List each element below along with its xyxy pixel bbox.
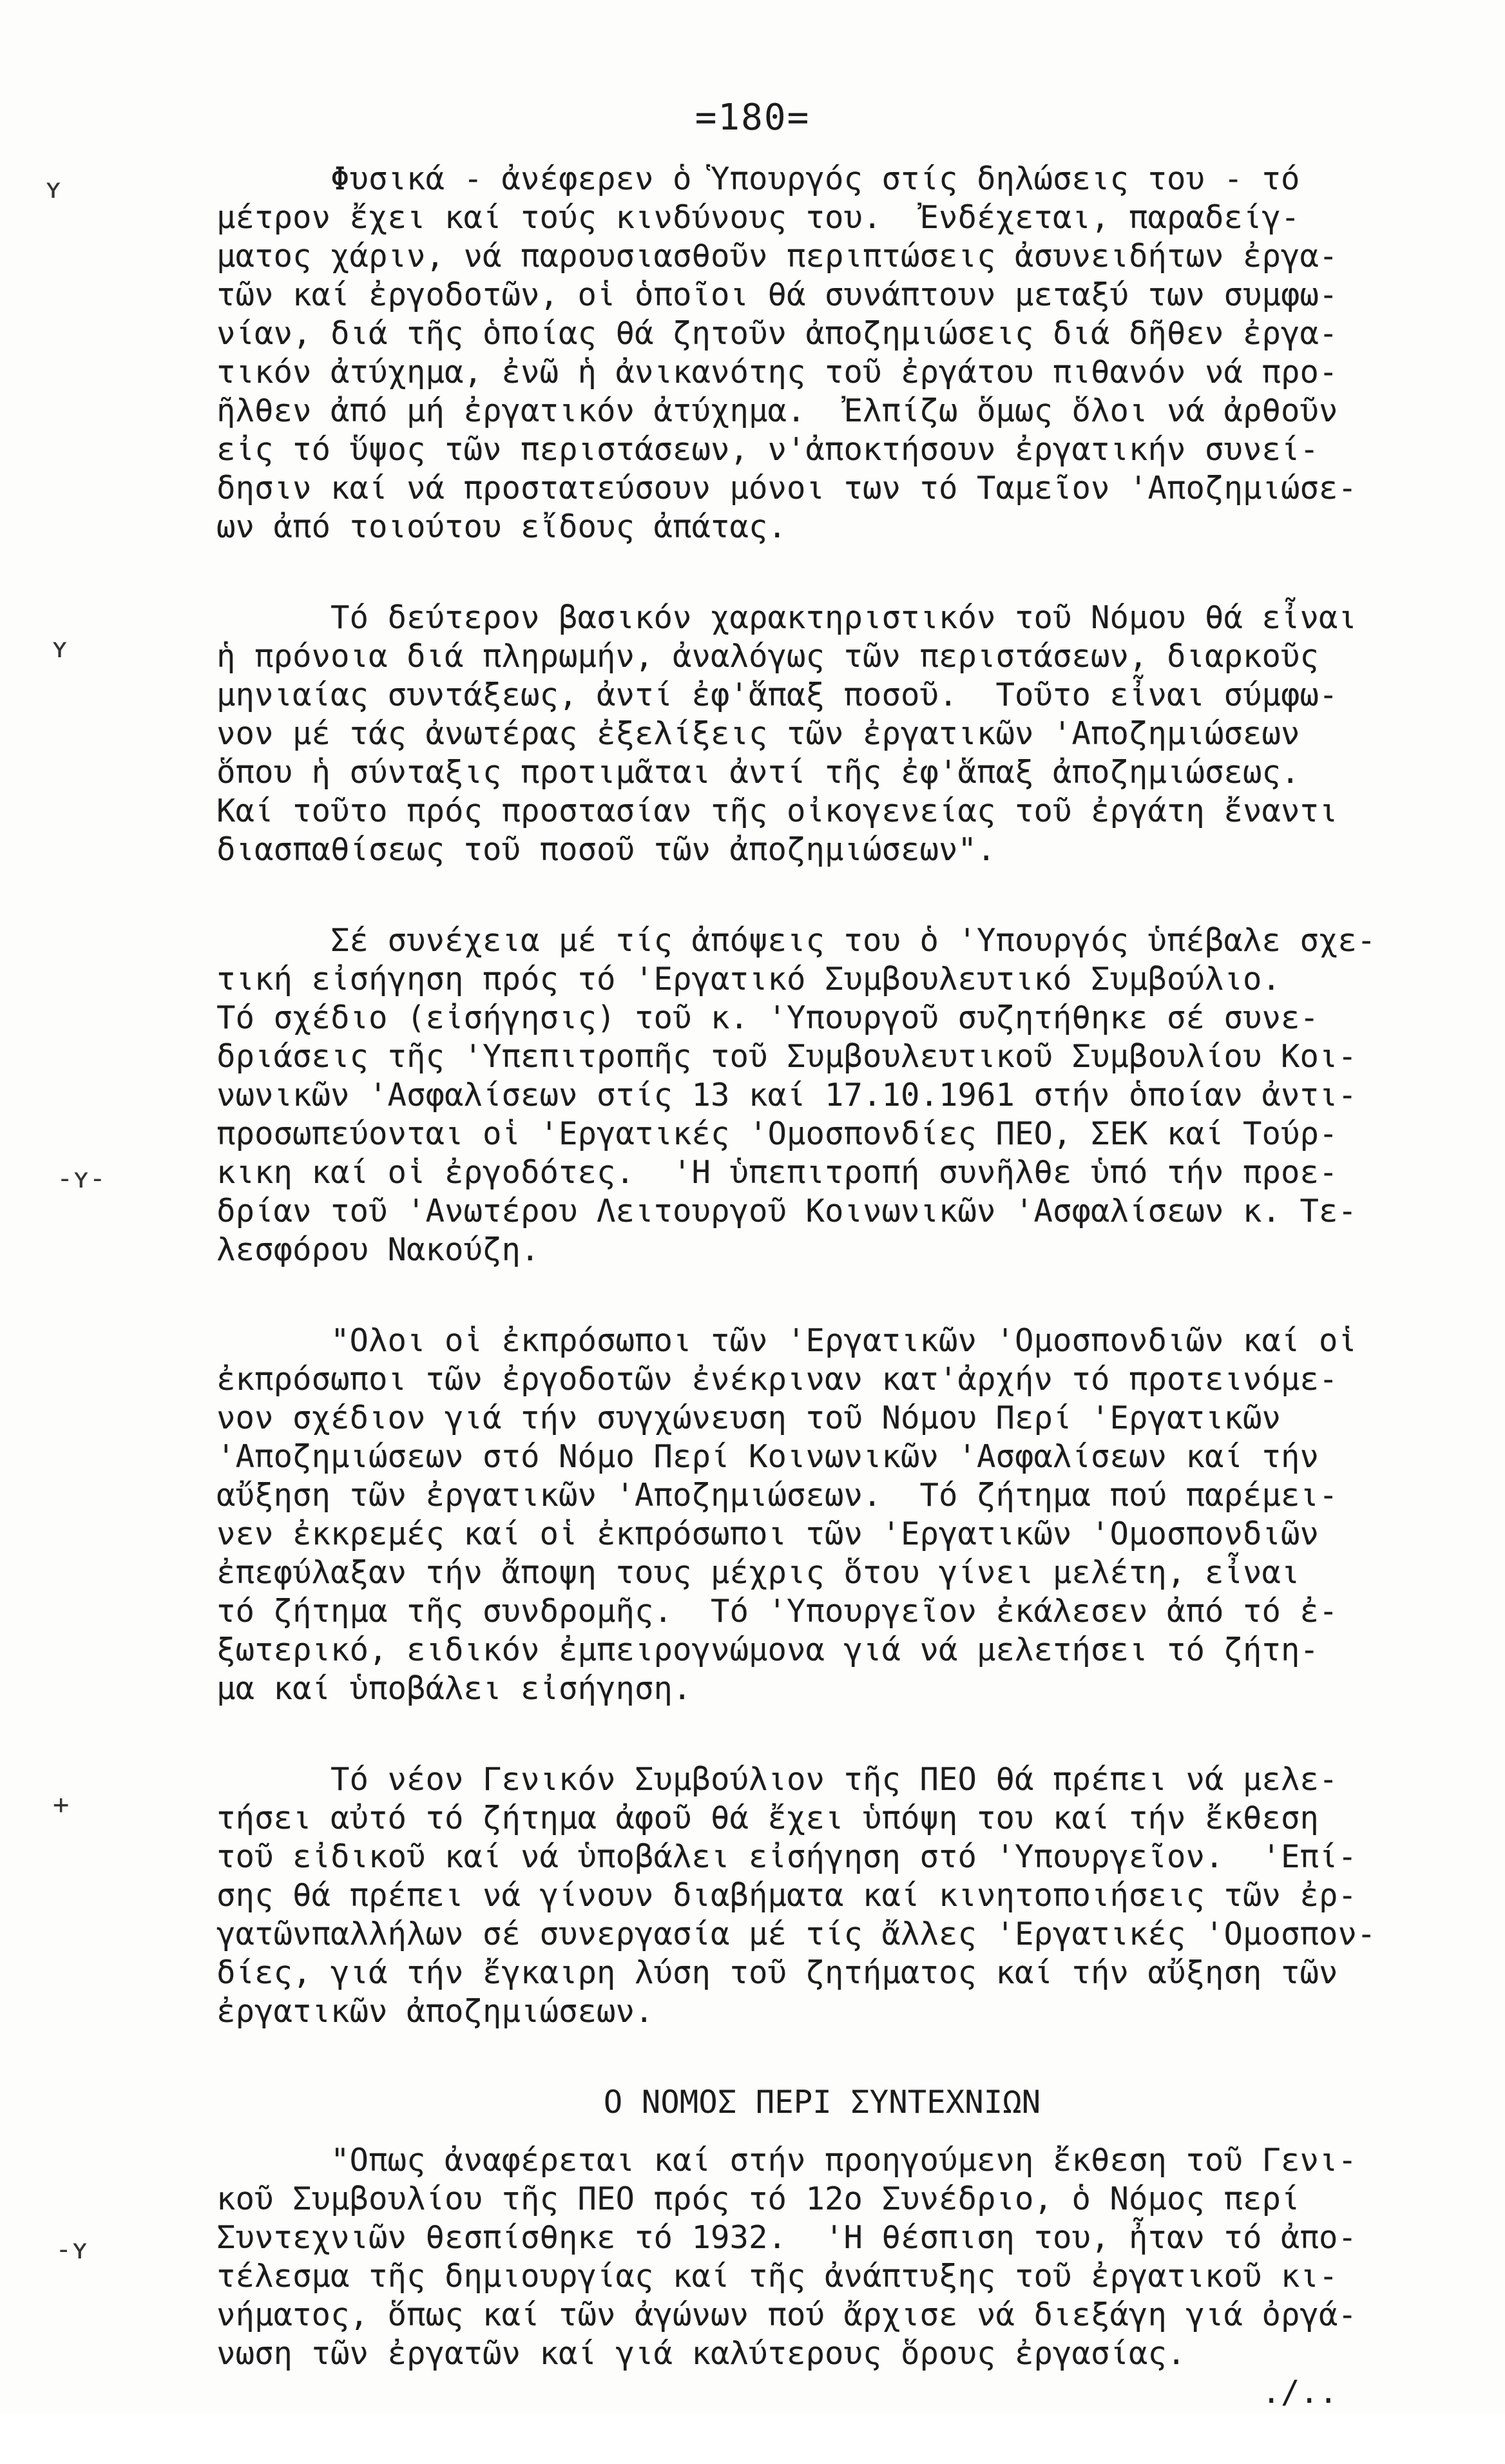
text-line: τό ζήτημα τῆς συνδρομῆς. Τό 'Υπουργεῖον ἐκάλεσεν ἀπό τό ἐ- (216, 1593, 1338, 1630)
text-line: δίες, γιά τήν ἔγκαιρη λύση τοῦ ζητήματος καί τήν αὔξηση τῶν (216, 1954, 1338, 1991)
text-line: μα καί ὑποβάλει εἰσήγηση. (216, 1670, 692, 1707)
text-line: μέτρον ἔχει καί τούς κινδύνους του. Ἐνδέχεται, παραδείγ- (216, 199, 1300, 236)
margin-mark: -ʏ (55, 2233, 88, 2265)
text-line: προσωπεύονται οἱ 'Εργατικές 'Ομοσπονδίες ΠΕΟ, ΣΕΚ καί Τούρ- (216, 1115, 1338, 1152)
margin-mark: ʏ (52, 632, 68, 664)
text-line: τική εἰσήγηση πρός τό 'Εργατικό Συμβουλευτικό Συμβούλιο. (216, 961, 1281, 997)
text-line: τέλεσμα τῆς δημιουργίας καί τῆς ἀνάπτυξης τοῦ ἐργατικοῦ κι- (216, 2258, 1338, 2295)
text-line: νον σχέδιον γιά τήν συγχώνευση τοῦ Νόμου Περί 'Εργατικῶν (216, 1400, 1281, 1436)
text-line: "Οπως ἀναφέρεται καί στήν προηγούμενη ἔκθεση τοῦ Γενι- (216, 2142, 1357, 2179)
text-line: νήματος, ὅπως καί τῶν ἀγώνων πού ἄρχισε νά διεξάγη γιά ὀργά- (216, 2296, 1357, 2333)
text-line: ματος χάριν, νά παρουσιασθοῦν περιπτώσεις ἀσυνειδήτων ἐργα- (216, 238, 1338, 274)
paragraph-6 (216, 2141, 1428, 2412)
text-line: λεσφόρου Νακούζη. (216, 1231, 540, 1268)
text-line: δησιν καί νά προστατεύσουν μόνοι των τό Ταμεῖον 'Αποζημιώσε- (216, 470, 1357, 506)
text-line: σης θά πρέπει νά γίνουν διαβήματα καί κινητοποιήσεις τῶν ἐρ- (216, 1877, 1357, 1914)
page-number: =180= (695, 97, 810, 139)
text-line: κικη καί οἱ ἐργοδότες. 'Η ὑπεπιτροπή συνῆλθε ὑπό τήν προε- (216, 1154, 1338, 1191)
text-line: γατῶνπαλλήλων σέ συνεργασία μέ τίς ἄλλες 'Εργατικές 'Ομοσπον- (216, 1916, 1376, 1952)
text-line: μηνιαίας συντάξεως, ἀντί ἐφ'ἅπαξ ποσοῦ. Τοῦτο εἶναι σύμφω- (216, 677, 1338, 713)
text-line: εἰς τό ὕψος τῶν περιστάσεων, ν'ἀποκτήσουν ἐργατικήν συνεί- (216, 431, 1319, 468)
text-line: ἐργατικῶν ἀποζημιώσεων. (216, 1993, 654, 2030)
text-line: Συντεχνιῶν θεσπίσθηκε τό 1932. 'Η θέσπιση του, ἦταν τό ἀπο- (216, 2219, 1357, 2256)
text-line: ξωτερικό, ειδικόν ἐμπειρογνώμονα γιά νά μελετήσει τό ζήτη- (216, 1631, 1319, 1668)
text-line: Σέ συνέχεια μέ τίς ἀπόψεις του ὁ 'Υπουργός ὑπέβαλε σχε- (216, 922, 1376, 959)
text-line: νωση τῶν ἐργατῶν καί γιά καλύτερους ὅρους ἐργασίας. (216, 2335, 1186, 2372)
paragraph-3 (216, 921, 1428, 1269)
section-heading: Ο ΝΟΜΟΣ ΠΕΡΙ ΣΥΝΤΕΧΝΙΩΝ (603, 2084, 1041, 2121)
text-line: ὅπου ἡ σύνταξις προτιμᾶται ἀντί τῆς ἐφ'ἅπαξ ἀποζημιώσεως. (216, 754, 1300, 791)
paragraph-2 (216, 599, 1428, 869)
margin-mark: -ʏ- (57, 1162, 106, 1194)
text-line: δρίαν τοῦ 'Ανωτέρου Λειτουργοῦ Κοινωνικῶν 'Ασφαλίσεων κ. Τε- (216, 1193, 1357, 1229)
text-line: αὔξηση τῶν ἐργατικῶν 'Αποζημιώσεων. Τό ζήτημα πού παρέμει- (216, 1477, 1338, 1514)
paragraph-4 (216, 1322, 1428, 1708)
text-line: διασπαθίσεως τοῦ ποσοῦ τῶν ἀποζημιώσεων". (216, 831, 996, 868)
margin-mark: ʏ (45, 173, 62, 204)
text-line: Τό νέον Γενικόν Συμβούλιον τῆς ΠΕΟ θά πρέπει νά μελε- (216, 1761, 1338, 1798)
text-line: νον μέ τάς ἀνωτέρας ἐξελίξεις τῶν ἐργατικῶν 'Αποζημιώσεων (216, 715, 1300, 752)
text-line: Τό σχέδιο (εἰσήγησις) τοῦ κ. 'Υπουργοῦ συζητήθηκε σέ συνε- (216, 999, 1319, 1036)
text-line: τοῦ εἰδικοῦ καί νά ὑποβάλει εἰσήγηση στό 'Υπουργεῖον. 'Επί- (216, 1838, 1357, 1875)
text-line: ων ἀπό τοιούτου εἴδους ἀπάτας. (216, 508, 787, 545)
text-line: τῶν καί ἐργοδοτῶν, οἱ ὁποῖοι θά συνάπτουν μεταξύ των συμφω- (216, 276, 1338, 313)
paragraph-1 (216, 160, 1428, 546)
margin-mark: + (53, 1789, 70, 1820)
text-line: ἡ πρόνοια διά πληρωμήν, ἀναλόγως τῶν περιστάσεων, διαρκοῦς (216, 638, 1319, 675)
text-line: "Ολοι οἱ ἐκπρόσωποι τῶν 'Εργατικῶν 'Ομοσπονδιῶν καί οἱ (216, 1322, 1357, 1359)
text-line: ἐκπρόσωποι τῶν ἐργοδοτῶν ἐνέκριναν κατ'ἀρχήν τό προτεινόμε- (216, 1361, 1338, 1398)
text-line: 'Αποζημιώσεων στό Νόμο Περί Κοινωνικῶν 'Ασφαλίσεων καί τήν (216, 1438, 1319, 1475)
text-line: νεν ἐκκρεμές καί οἱ ἐκπρόσωποι τῶν 'Εργατικῶν 'Ομοσπονδιῶν (216, 1516, 1319, 1552)
text-line: Φυσικά - ἀνέφερεν ὁ Ὑπουργός στίς δηλώσεις του - τό (216, 160, 1300, 197)
text-line: τικόν ἀτύχημα, ἐνῶ ἡ ἀνικανότης τοῦ ἐργάτου πιθανόν νά προ- (216, 354, 1338, 390)
body-text (216, 160, 1428, 2464)
text-line: νωνικῶν 'Ασφαλίσεων στίς 13 καί 17.10.1961 στήν ὁποίαν ἀντι- (216, 1077, 1357, 1113)
text-line: νίαν, διά τῆς ὁποίας θά ζητοῦν ἀποζημιώσεις διά δῆθεν ἐργα- (216, 315, 1338, 352)
continuation-mark: ./.. (216, 2374, 1338, 2411)
text-line: Καί τοῦτο πρός προστασίαν τῆς οἰκογενείας τοῦ ἐργάτη ἔναντι (216, 793, 1338, 829)
text-line: ἐπεφύλαξαν τήν ἄποψη τους μέχρις ὅτου γίνει μελέτη, εἶναι (216, 1554, 1300, 1591)
paragraph-5 (216, 1760, 1428, 2031)
text-line: Τό δεύτερον βασικόν χαρακτηριστικόν τοῦ Νόμου θά εἶναι (216, 599, 1357, 636)
text-line: δριάσεις τῆς 'Υπεπιτροπῆς τοῦ Συμβουλευτικοῦ Συμβουλίου Κοι- (216, 1038, 1357, 1075)
text-line: τήσει αὐτό τό ζήτημα ἀφοῦ θά ἔχει ὑπόψη του καί τήν ἔκθεση (216, 1800, 1319, 1836)
text-line: ῆλθεν ἀπό μή ἐργατικόν ἀτύχημα. Ἐλπίζω ὅμως ὅλοι νά ἀρθοῦν (216, 392, 1338, 429)
text-line: κοῦ Συμβουλίου τῆς ΠΕΟ πρός τό 12ο Συνέδριο, ὁ Νόμος περί (216, 2180, 1300, 2217)
